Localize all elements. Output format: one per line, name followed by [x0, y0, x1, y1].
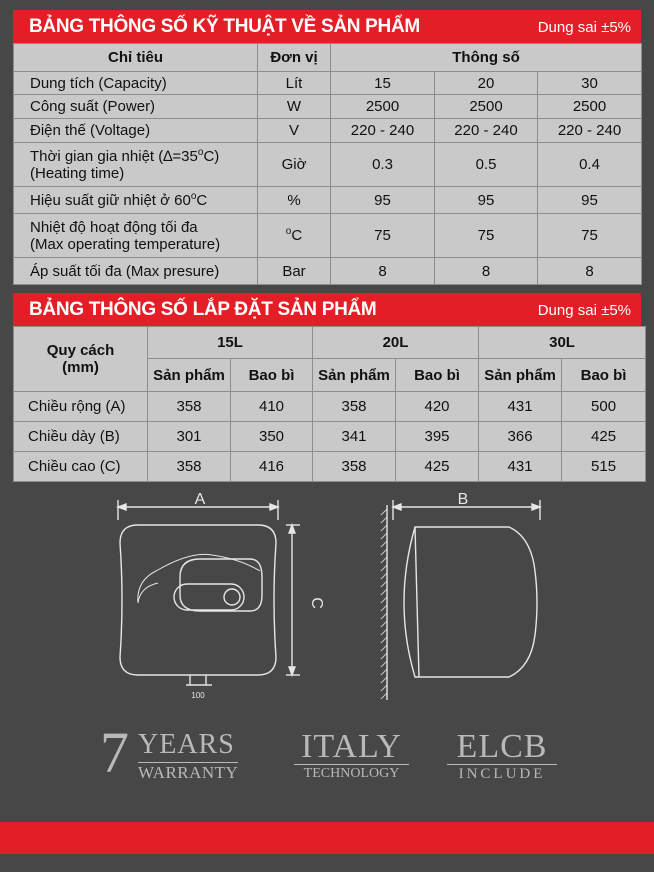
value-cell: 75: [331, 214, 435, 258]
label-b: B: [457, 491, 469, 508]
spec-table: [13, 43, 642, 285]
value-cell: 220 - 240: [538, 119, 642, 143]
value-cell: 8: [435, 258, 538, 285]
install-tolerance: Dung sai ±5%: [537, 302, 631, 319]
front-view-diagram: [100, 485, 340, 710]
elcb-badge: [447, 730, 557, 790]
row-unit: Lít: [258, 72, 331, 95]
value-cell: 358: [313, 452, 396, 482]
install-table: [13, 326, 646, 482]
italy-sub: TECHNOLOGY: [294, 764, 409, 782]
group-header: 15L: [148, 327, 313, 359]
sub-header: Sản phẩm: [148, 359, 231, 392]
unit-header: Đơn vị: [258, 44, 331, 72]
row-unit: W: [258, 95, 331, 119]
table-row: [14, 143, 642, 187]
table-row: [14, 392, 646, 422]
value-cell: 395: [396, 422, 479, 452]
criteria-header: Chỉ tiêu: [14, 44, 258, 72]
value-cell: 2500: [331, 95, 435, 119]
degree-mark: o: [190, 190, 197, 202]
value-cell: 420: [396, 392, 479, 422]
row-label: Chiều dày (B): [14, 422, 148, 452]
table-row: [14, 95, 642, 119]
row-label: Áp suất tối đa (Max presure): [14, 258, 258, 285]
row-label: Chiều rộng (A): [14, 392, 148, 422]
value-cell: 358: [148, 452, 231, 482]
value-cell: 350: [231, 422, 313, 452]
value-cell: 2500: [538, 95, 642, 119]
value-cell: 0.3: [331, 143, 435, 187]
value-cell: 95: [435, 187, 538, 214]
warranty-word: WARRANTY: [138, 763, 239, 782]
row-label-line2: (Max operating temperature): [30, 235, 221, 253]
spec-tolerance: Dung sai ±5%: [537, 19, 631, 36]
value-cell: 95: [538, 187, 642, 214]
value-cell: 220 - 240: [435, 119, 538, 143]
value-cell: 410: [231, 392, 313, 422]
row-label-line2: (Heating time): [30, 164, 125, 182]
label-a: A: [194, 491, 206, 508]
value-cell: 358: [148, 392, 231, 422]
row-unit: Bar: [258, 258, 331, 285]
warranty-years: YEARS: [138, 729, 235, 760]
table-row: [14, 72, 642, 95]
value-cell: 431: [479, 452, 562, 482]
side-view-diagram: [375, 485, 555, 710]
table-row: [14, 258, 642, 285]
value-cell: 220 - 240: [331, 119, 435, 143]
pipe-label: 100: [191, 691, 205, 700]
table-row: [14, 119, 642, 143]
italy-badge: [294, 730, 409, 790]
elcb-sub: INCLUDE: [447, 764, 557, 782]
bottom-red-bar: [0, 822, 654, 854]
value-cell: 416: [231, 452, 313, 482]
warranty-badge: [100, 720, 260, 790]
degree-mark: o: [285, 226, 292, 237]
value-cell: 20: [435, 72, 538, 95]
control-knob: [224, 589, 240, 605]
sub-header: Sản phẩm: [479, 359, 562, 392]
value-cell: 301: [148, 422, 231, 452]
sub-header: Bao bì: [396, 359, 479, 392]
value-cell: 8: [331, 258, 435, 285]
value-cell: 358: [313, 392, 396, 422]
value-cell: 95: [331, 187, 435, 214]
install-title: BẢNG THÔNG SỐ LẮP ĐẶT SẢN PHẨM: [29, 299, 377, 320]
value-cell: 0.5: [435, 143, 538, 187]
value-cell: 341: [313, 422, 396, 452]
spec-header-line1: Quy cách: [46, 342, 115, 359]
table-row: [14, 422, 646, 452]
row-label: Dung tích (Capacity): [14, 72, 258, 95]
row-label: Công suất (Power): [14, 95, 258, 119]
row-label: [14, 143, 258, 187]
row-unit: Giờ: [258, 143, 331, 187]
value-cell: 0.4: [538, 143, 642, 187]
spec-header-band: [13, 10, 641, 43]
value-cell: 30: [538, 72, 642, 95]
value-cell: 425: [562, 422, 646, 452]
install-header-band: [13, 293, 641, 326]
spec-header-line2: (mm): [62, 359, 99, 376]
sub-header: Bao bì: [562, 359, 646, 392]
row-label-line1: Nhiệt độ hoạt động tối đa: [30, 218, 198, 236]
row-label: Chiều cao (C): [14, 452, 148, 482]
heater-body-side: [404, 527, 537, 677]
row-unit: $^o$C: [258, 214, 331, 258]
table-row: [14, 187, 642, 214]
label-c: C: [308, 597, 325, 609]
value-cell: 366: [479, 422, 562, 452]
group-header: 30L: [479, 327, 646, 359]
sub-header: Sản phẩm: [313, 359, 396, 392]
row-unit: V: [258, 119, 331, 143]
table-row: [14, 214, 642, 258]
degree-mark: o: [197, 146, 204, 158]
value-cell: 425: [396, 452, 479, 482]
row-label: [14, 214, 258, 258]
group-header: 20L: [313, 327, 479, 359]
value-cell: 2500: [435, 95, 538, 119]
value-cell: 500: [562, 392, 646, 422]
warranty-number: 7: [100, 720, 129, 785]
heater-body-front: [120, 525, 276, 675]
value-cell: 8: [538, 258, 642, 285]
value-cell: 431: [479, 392, 562, 422]
value-cell: 75: [435, 214, 538, 258]
spec-header-row: [14, 44, 642, 72]
elcb-word: ELCB: [456, 728, 548, 765]
control-panel: [180, 559, 262, 611]
values-header: Thông số: [331, 44, 642, 72]
row-unit: %: [258, 187, 331, 214]
row-label-line1: Thời gian gia nhiệt $(\Delta=35^oC)$: [30, 146, 220, 165]
value-cell: 515: [562, 452, 646, 482]
spec-header-cell: [14, 327, 148, 392]
install-header-row: [14, 327, 646, 359]
sub-header: Bao bì: [231, 359, 313, 392]
value-cell: 75: [538, 214, 642, 258]
table-row: [14, 452, 646, 482]
row-label: Hiệu suất giữ nhiệt ở 60$^o$C: [14, 187, 258, 214]
spec-title: BẢNG THÔNG SỐ KỸ THUẬT VỀ SẢN PHẨM: [29, 16, 420, 37]
row-label: Điện thế (Voltage): [14, 119, 258, 143]
italy-word: ITALY: [301, 728, 402, 765]
value-cell: 15: [331, 72, 435, 95]
